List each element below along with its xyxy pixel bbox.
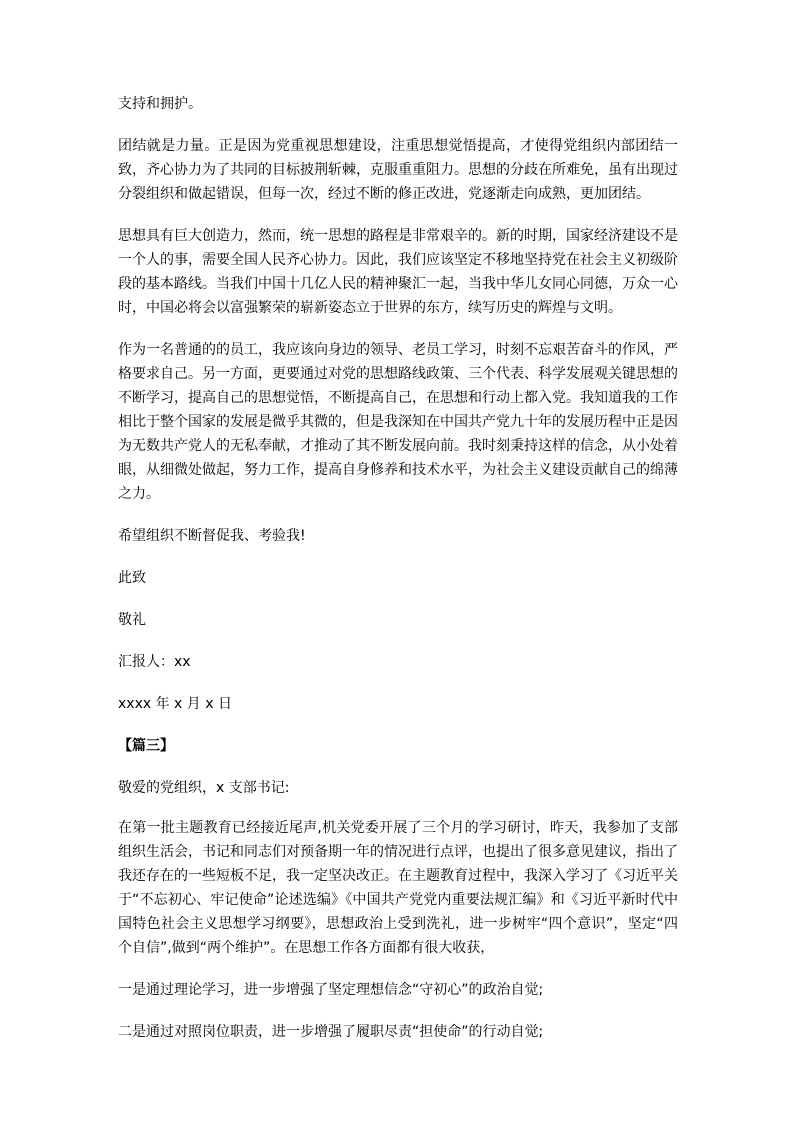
- closing-jingli: 敬礼: [118, 612, 146, 628]
- paragraph-unity: 团结就是力量。正是因为党重视思想建设，注重思想觉悟提高，才使得党组织内部团结一致，齐心协力为了共同的目标披荆斩棘，克服重重阻力。思想的分歧在所难免，虽有出现过分裂组织和做起错误，但每一次，经过不断的修正改进，党逐渐走向成熟，更加团结。: [118, 138, 678, 202]
- closing-cizhi: 此致: [118, 570, 146, 586]
- salutation: 敬爱的党组织，x 支部书记:: [118, 780, 290, 796]
- date-line: xxxx 年 x 月 x 日: [118, 696, 232, 712]
- paragraph-support: 支持和拥护。: [118, 96, 202, 112]
- paragraph-thought: 思想具有巨大创造力，然而，统一思想的路程是非常艰辛的。新的时期，国家经济建设不是一个人的事，需要全国人民齐心协力。因此，我们应该坚定不移地坚持党在社会主义初级阶段的基本路线。当我们中国十几亿人民的精神聚汇一起，当我中华儿女同心同德，万众一心时，中国必将会以富强繁荣的崭新姿态立于世界的东方，续写历史的辉煌与文明。: [118, 228, 678, 316]
- point-one: 一是通过理论学习，进一步增强了坚定理想信念“守初心”的政治自觉;: [118, 982, 544, 998]
- section-heading: 【篇三】: [118, 738, 174, 754]
- document-page: [118, 92, 678, 1044]
- paragraph-hope: 希望组织不断督促我、考验我!: [118, 528, 306, 544]
- reporter-line: 汇报人：xx: [118, 654, 191, 670]
- point-two: 二是通过对照岗位职责，进一步增强了履职尽责“担使命”的行动自觉;: [118, 1024, 544, 1040]
- paragraph-theme-education: 在第一批主题教育已经接近尾声,机关党委开展了三个月的学习研讨，昨天，我参加了支部组织生活会，书记和同志们对预备期一年的情况进行点评，也提出了很多意见建议，指出了我还存在的一些短板不足，我一定坚决改正。在主题教育过程中，我深入学习了《习近平关于“不忘初心、牢记使命”论述选编》《中国共产党党内重要法规汇编》和《习近平新时代中国特色社会主义思想学习纲要》，思想政治上受到洗礼，进一步树牢“四个意识”，坚定“四个自信”,做到“两个维护”。在思想工作各方面都有很大收获，: [118, 820, 678, 956]
- paragraph-employee: 作为一名普通的的员工，我应该向身边的领导、老员工学习，时刻不忘艰苦奋斗的作风，严格要求自己。另一方面，更要通过对党的思想路线政策、三个代表、科学发展观关键思想的不断学习，提高自己的思想觉悟，不断提高自己，在思想和行动上都入党。我知道我的工作相比于整个国家的发展是微乎其微的，但是我深知在中国共产党九十年的发展历程中正是因为无数共产党人的无私奉献，才推动了其不断发展向前。我时刻秉持这样的信念，从小处着眼，从细微处做起，努力工作，提高自身修养和技术水平，为社会主义建设贡献自己的绵薄之力。: [118, 342, 678, 502]
